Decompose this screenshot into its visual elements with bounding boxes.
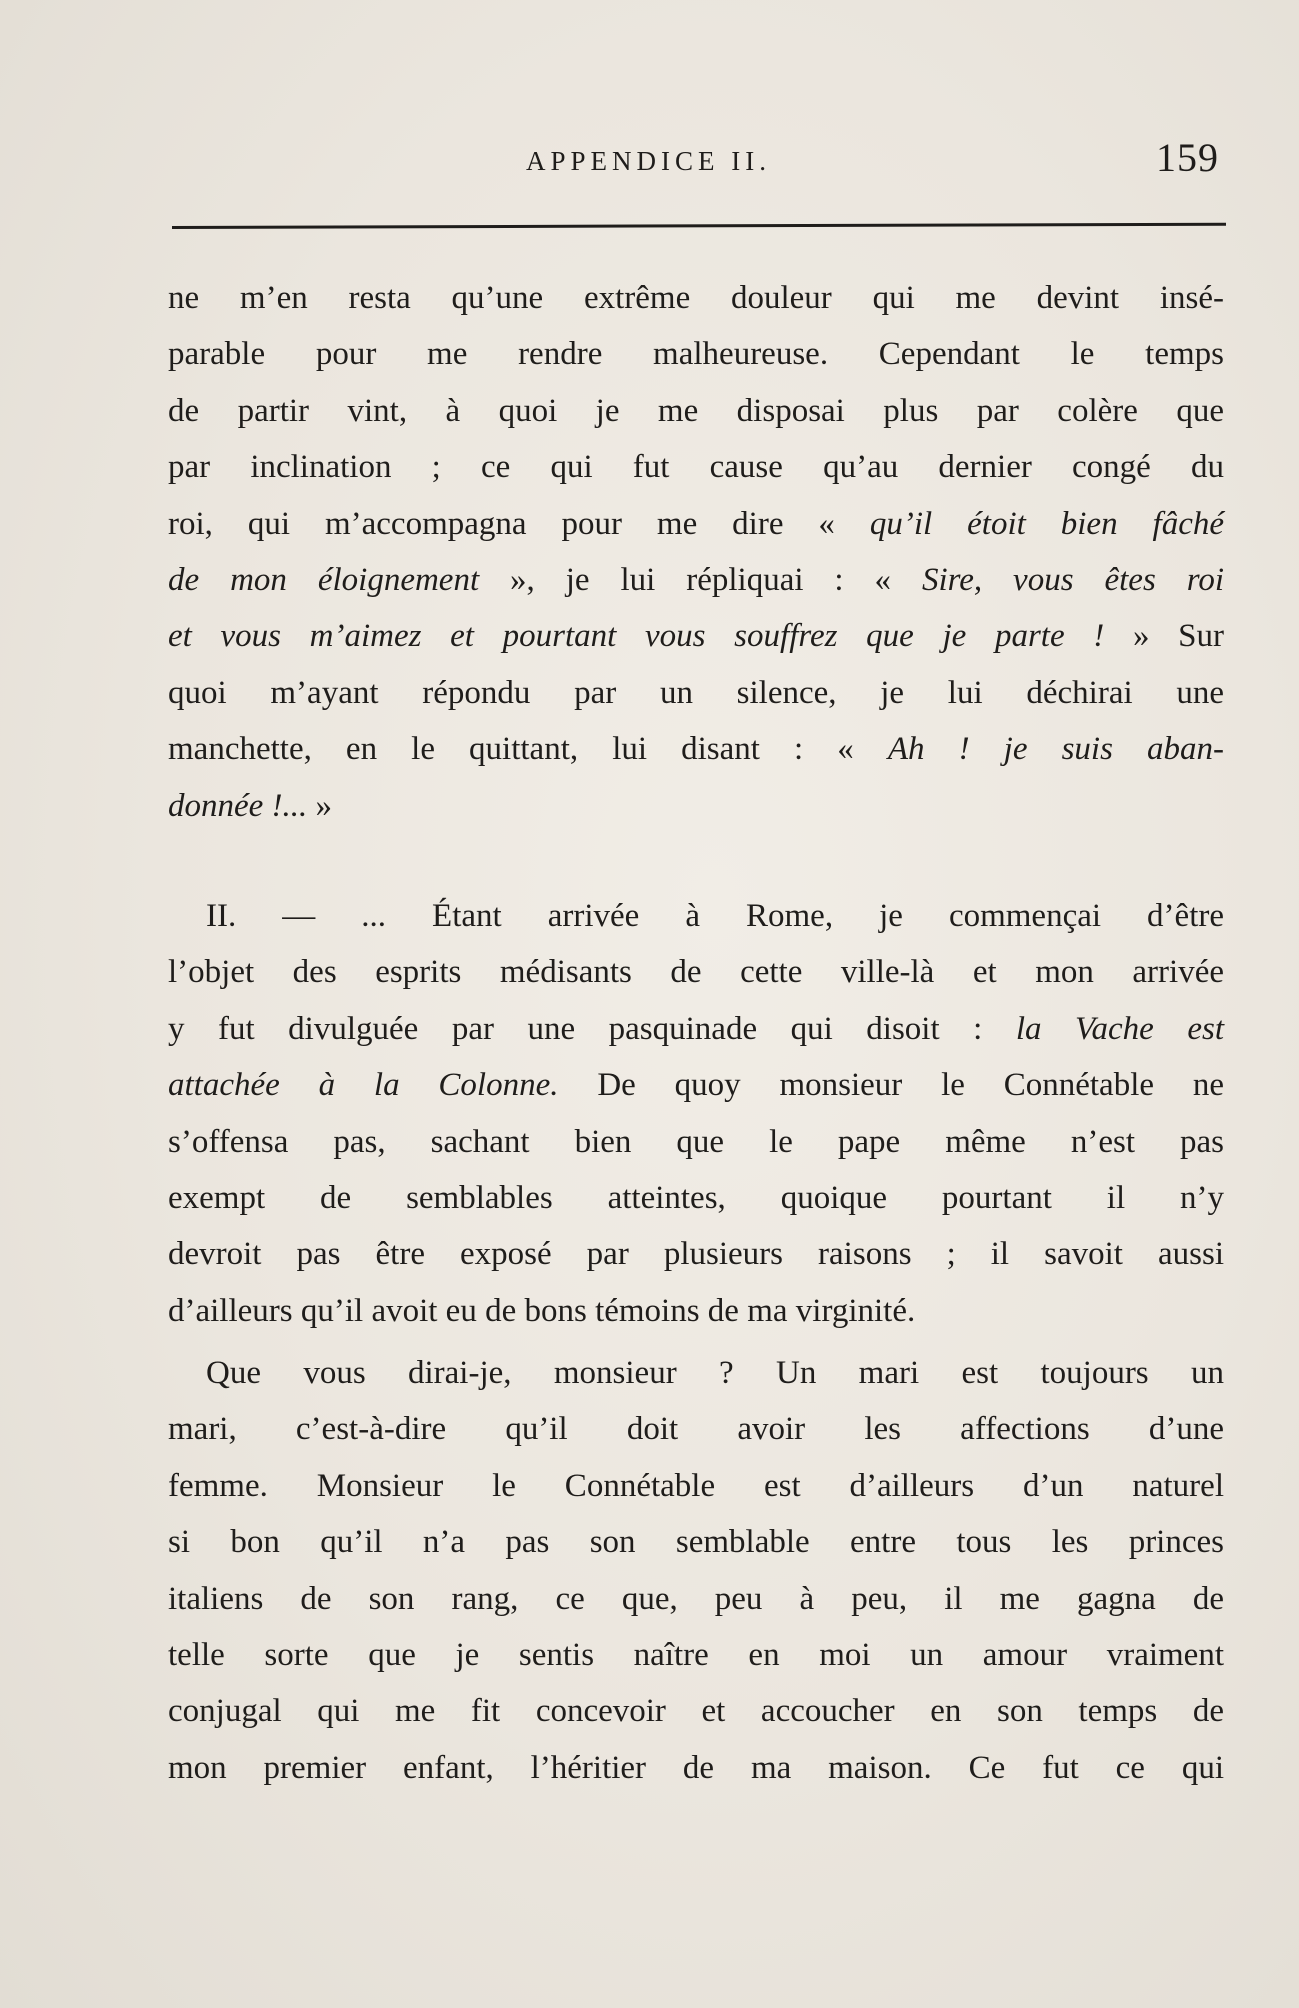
- text-run: quoi m’ayant répondu par un silence, je lui déchirai une: [168, 674, 1224, 711]
- text-line: [168, 1571, 1224, 1627]
- text-line: [168, 326, 1224, 382]
- italic-run: de mon éloignement: [168, 561, 480, 598]
- text-line: [168, 888, 1224, 944]
- italic-run: et vous m’aimez et pourtant vous souffrez que je parte !: [168, 618, 1105, 655]
- text-line: [168, 552, 1224, 608]
- running-head: APPENDICE II.: [526, 146, 771, 176]
- text-line: [168, 270, 1224, 326]
- text-run: devroit pas être exposé par plusieurs raisons ; il savoit aussi: [168, 1236, 1224, 1273]
- text-line: [168, 1627, 1224, 1683]
- text-line: [168, 1170, 1224, 1226]
- paragraph-1: [168, 270, 1224, 834]
- text-line: [168, 496, 1224, 552]
- text-line: [168, 944, 1224, 1000]
- text-line: [168, 1740, 1224, 1796]
- text-run: II. — ... Étant arrivée à Rome, je commençai d’être: [206, 898, 1224, 934]
- page-number: 159: [1156, 135, 1219, 180]
- italic-run: qu’il étoit bien fâché: [869, 505, 1224, 542]
- text-run: ne m’en resta qu’une extrême douleur qui me devint insé-: [168, 280, 1224, 316]
- text-run: femme. Monsieur le Connétable est d’ailleurs d’un naturel: [168, 1467, 1224, 1504]
- text-run: manchette, en le quittant, lui disant : «: [168, 731, 888, 768]
- text-run: conjugal qui me fit concevoir et accoucher en son temps de: [168, 1693, 1224, 1730]
- text-run: parable pour me rendre malheureuse. Cependant le temps: [168, 336, 1224, 373]
- italic-run: attachée à la Colonne.: [168, 1067, 559, 1104]
- text-line: [168, 665, 1224, 721]
- text-run: italiens de son rang, ce que, peu à peu, il me gagna de: [168, 1580, 1224, 1617]
- text-line: [168, 1514, 1224, 1570]
- text-line: [168, 778, 1224, 834]
- text-run: exempt de semblables atteintes, quoique pourtant il n’y: [168, 1179, 1224, 1216]
- text-run: s’offensa pas, sachant bien que le pape même n’est pas: [168, 1123, 1224, 1160]
- text-run: y fut divulguée par une pasquinade qui disoit :: [168, 1010, 1016, 1047]
- text-run: mon premier enfant, l’héritier de ma maison. Ce fut ce qui: [168, 1749, 1224, 1786]
- text-line: [168, 1057, 1224, 1113]
- text-run: par inclination ; ce qui fut cause qu’au dernier congé du: [168, 449, 1224, 486]
- text-line: [168, 383, 1224, 439]
- text-run: l’objet des esprits médisants de cette ville-là et mon arrivée: [168, 954, 1224, 991]
- text-run: d’ailleurs qu’il avoit eu de bons témoins de ma virginité.: [168, 1292, 916, 1329]
- text-line: [168, 1345, 1224, 1401]
- italic-run: la Vache est: [1015, 1010, 1224, 1047]
- text-line: [168, 1226, 1224, 1282]
- text-run: », je lui répliquai : «: [479, 561, 922, 598]
- text-run: » Sur: [1104, 618, 1224, 655]
- text-line: [168, 1401, 1224, 1457]
- text-run: Que vous dirai-je, monsieur ? Un mari est toujours un: [206, 1355, 1224, 1391]
- paragraph-2: [168, 888, 1224, 1339]
- header-rule: [172, 223, 1226, 229]
- text-line: [168, 439, 1224, 495]
- text-run: telle sorte que je sentis naître en moi un amour vraiment: [168, 1636, 1224, 1673]
- text-run: si bon qu’il n’a pas son semblable entre tous les princes: [168, 1524, 1224, 1561]
- text-line: [168, 1283, 1224, 1339]
- italic-run: Sire, vous êtes roi: [921, 561, 1224, 598]
- text-run: De quoy monsieur le Connétable ne: [558, 1067, 1224, 1104]
- paragraph-3: [168, 1345, 1224, 1796]
- text-run: de partir vint, à quoi je me disposai plus par colère que: [168, 392, 1224, 429]
- text-line: [168, 1683, 1224, 1739]
- text-line: [168, 721, 1224, 777]
- italic-run: donnée !...: [168, 787, 308, 824]
- text-line: [168, 1001, 1224, 1057]
- text-line: [168, 1458, 1224, 1514]
- text-line: [168, 608, 1224, 664]
- text-line: [168, 1114, 1224, 1170]
- text-run: »: [307, 787, 333, 824]
- text-run: mari, c’est-à-dire qu’il doit avoir les affections d’une: [168, 1411, 1224, 1448]
- italic-run: Ah ! je suis aban-: [887, 731, 1224, 768]
- text-run: roi, qui m’accompagna pour me dire «: [168, 505, 870, 542]
